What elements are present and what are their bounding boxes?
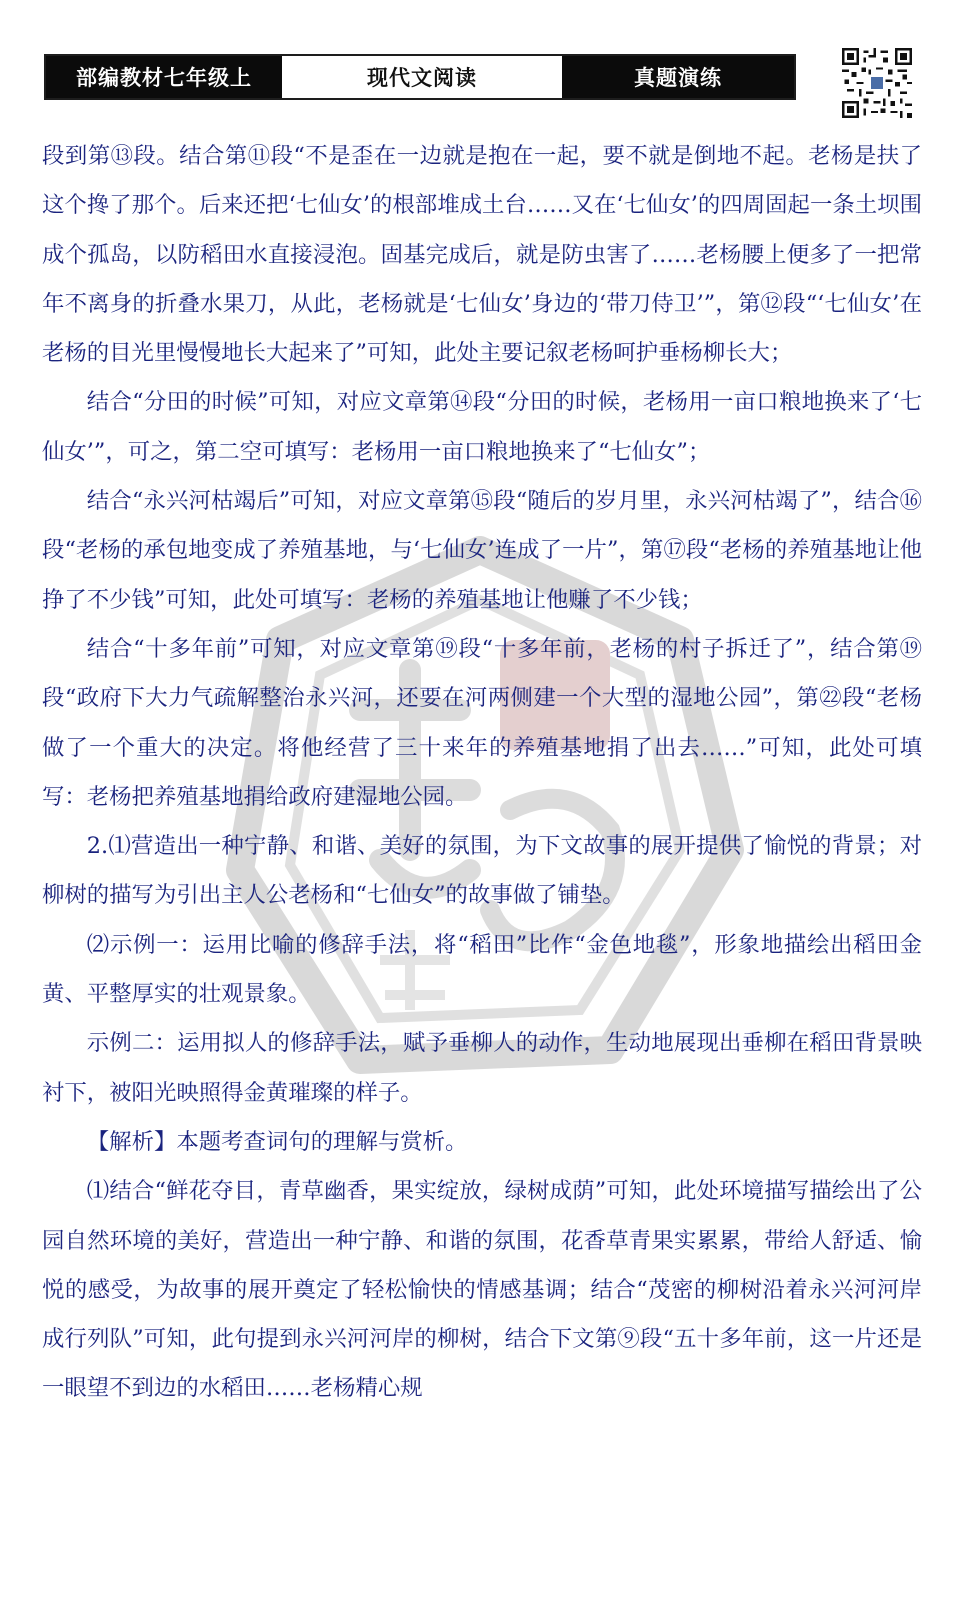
- header-subject-label: 现代文阅读: [282, 56, 562, 98]
- header-grade-label: 部编教材七年级上: [46, 56, 282, 98]
- header-bar: [44, 54, 796, 100]
- answer-2-part-1: 2.⑴营造出一种宁静、和谐、美好的氛围，为下文故事的展开提供了愉悦的背景；对柳树的描写为引出主人公老杨和“七仙女”的故事做了铺垫。: [42, 833, 922, 909]
- answer-2-part-2-example-2: 示例二：运用拟人的修辞手法，赋予垂柳人的动作，生动地展现出垂柳在稻田背景映衬下，被阳光映照得金黄璀璨的样子。: [42, 1030, 922, 1106]
- analysis-heading: 【解析】本题考查词句的理解与赏析。: [86, 1128, 468, 1155]
- paragraph: 结合“永兴河枯竭后”可知，对应文章第⑮段“随后的岁月里，永兴河枯竭了”，结合⑯段“老杨的承包地变成了养殖基地，与‘七仙女’连成了一片”，第⑰段“老杨的养殖基地让他挣了不少钱”可知，此处可填写：老杨的养殖基地让他赚了不少钱；: [42, 488, 922, 613]
- header-section-label: 真题演练: [562, 56, 794, 98]
- answer-2-part-2-example-1: ⑵示例一：运用比喻的修辞手法，将“稻田”比作“金色地毯”，形象地描绘出稻田金黄、平整厚实的壮观景象。: [42, 931, 922, 1008]
- qr-code-icon: [842, 48, 912, 118]
- analysis-paragraph: ⑴结合“鲜花夺目，青草幽香，果实绽放，绿树成荫”可知，此处环境描写描绘出了公园自然环境的美好，营造出一种宁静、和谐的氛围，花香草青果实累累，带给人舒适、愉悦的感受，为故事的展开奠定了轻松愉快的情感基调；结合“茂密的柳树沿着永兴河河岸成行列队”可知，此句提到永兴河河岸的柳树，结合下文第⑨段“五十多年前，这一片还是一眼望不到边的水稻田……老杨精心规: [42, 1178, 922, 1402]
- answer-text-body: [42, 132, 922, 1414]
- paragraph: 结合“十多年前”可知，对应文章第⑲段“十多年前，老杨的村子拆迁了”，结合第⑲段“政府下大力气疏解整治永兴河，还要在河两侧建一个大型的湿地公园”，第㉒段“老杨做了一个重大的决定。将他经营了三十来年的养殖基地捐了出去……”可知，此处可填写：老杨把养殖基地捐给政府建湿地公园。: [42, 635, 922, 810]
- paragraph-continuation: 段到第⑬段。结合第⑪段“不是歪在一边就是抱在一起，要不就是倒地不起。老杨是扶了这个搀了那个。后来还把‘七仙女’的根部堆成土台……又在‘七仙女’的四周固起一条土坝围成个孤岛，以防稻田水直接浸泡。固基完成后，就是防虫害了……老杨腰上便多了一把常年不离身的折叠水果刀，从此，老杨就是‘七仙女’身边的‘带刀侍卫’”，第⑫段“‘七仙女’在老杨的目光里慢慢地长大起来了”可知，此处主要记叙老杨呵护垂杨柳长大；: [42, 143, 922, 367]
- paragraph: 结合“分田的时候”可知，对应文章第⑭段“分田的时候，老杨用一亩口粮地换来了‘七仙女’”，可之，第二空可填写：老杨用一亩口粮地换来了“七仙女”；: [42, 389, 922, 465]
